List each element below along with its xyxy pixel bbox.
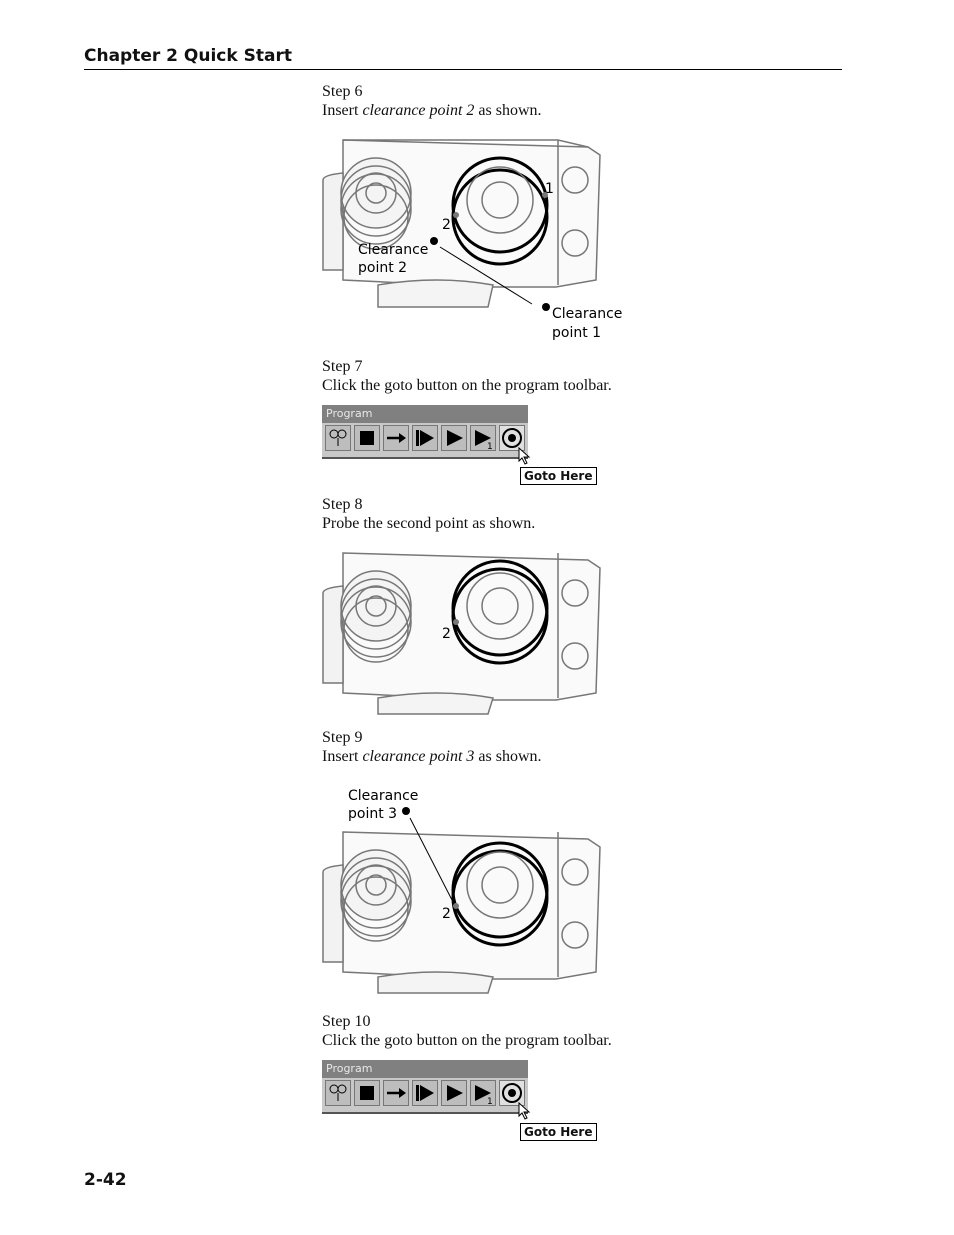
play-to-end-icon[interactable]: [412, 1080, 438, 1106]
step-label: Step 10: [322, 1013, 371, 1030]
program-toolbar: [322, 1060, 528, 1116]
step-badge: 1: [487, 442, 493, 450]
stop-icon[interactable]: [354, 425, 380, 451]
play-step-icon[interactable]: [470, 425, 496, 451]
step-text: Click the goto button on the program toolbar.: [322, 377, 612, 394]
play-step-icon[interactable]: [470, 1080, 496, 1106]
step-text: Insert clearance point 2 as shown.: [322, 102, 542, 119]
clearance-point-3-label: Clearance: [348, 788, 419, 804]
step-label: Step 7: [322, 358, 363, 375]
step-label: Step 6: [322, 83, 363, 100]
toolbar-body: [322, 1078, 528, 1114]
step-text: Probe the second point as shown.: [322, 515, 536, 532]
part-figure-step8: [318, 548, 608, 718]
step-arrow-icon[interactable]: [383, 1080, 409, 1106]
part-figure-step6: [318, 135, 628, 345]
goto-here-tooltip: Goto Here: [520, 1123, 597, 1141]
step-6: [322, 82, 542, 120]
step-badge: 1: [487, 1097, 493, 1105]
step-10: [322, 1012, 612, 1050]
toolbar-title: Program: [326, 407, 373, 420]
step-text: Click the goto button on the program toolbar.: [322, 1032, 612, 1049]
play-to-end-icon[interactable]: [412, 425, 438, 451]
mouse-cursor-icon: [518, 447, 532, 465]
point-1-label: 1: [545, 181, 554, 197]
step-9: [322, 728, 542, 766]
toolbar-title: Program: [326, 1062, 373, 1075]
point-2-label: 2: [442, 906, 451, 922]
clearance-point-3-label-2: point 3: [348, 806, 398, 822]
step-text: Insert clearance point 3 as shown.: [322, 748, 542, 765]
step-label: Step 8: [322, 496, 363, 513]
clearance-point-1-label: Clearance: [552, 306, 623, 322]
step-arrow-icon[interactable]: [383, 425, 409, 451]
toolbar-title-bar: [322, 1060, 528, 1078]
mouse-cursor-icon: [518, 1102, 532, 1120]
clearance-point-2-label-2: point 2: [358, 260, 408, 276]
step-7: [322, 357, 612, 395]
program-toolbar: [322, 405, 528, 461]
clearance-point-1-label-2: point 1: [552, 325, 602, 341]
step-8: [322, 495, 535, 533]
goto-here-tooltip: Goto Here: [520, 467, 597, 485]
probe-icon[interactable]: [325, 1080, 351, 1106]
play-icon[interactable]: [441, 1080, 467, 1106]
stop-icon[interactable]: [354, 1080, 380, 1106]
point-2-label: 2: [442, 626, 451, 642]
point-2-label: 2: [442, 217, 451, 233]
play-icon[interactable]: [441, 425, 467, 451]
probe-icon[interactable]: [325, 425, 351, 451]
toolbar-body: [322, 423, 528, 459]
header-rule: [84, 69, 842, 70]
toolbar-title-bar: [322, 405, 528, 423]
part-figure-step9: [318, 782, 608, 997]
chapter-header: Chapter 2 Quick Start: [84, 46, 292, 66]
page-number: 2-42: [84, 1170, 127, 1190]
step-label: Step 9: [322, 729, 363, 746]
clearance-point-2-label: Clearance: [358, 242, 429, 258]
